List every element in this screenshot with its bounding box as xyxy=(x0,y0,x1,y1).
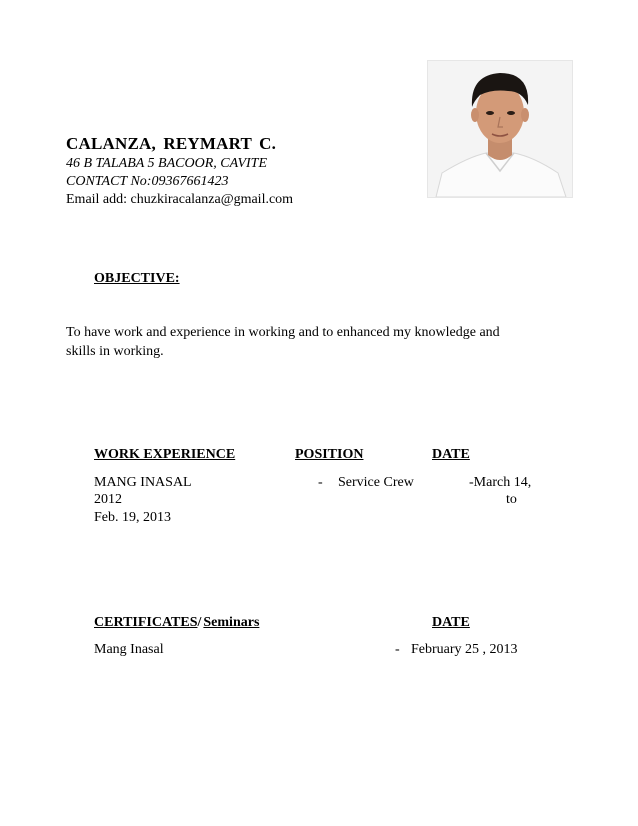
certificate-dash: - xyxy=(395,642,400,657)
work-position: Service Crew xyxy=(338,475,414,490)
work-date-end: Feb. 19, 2013 xyxy=(94,510,171,525)
certificates-heading-part1: CERTIFICATES xyxy=(94,615,198,630)
objective-text xyxy=(66,323,536,361)
profile-photo xyxy=(427,60,573,198)
certificates-heading xyxy=(94,615,259,631)
contact-number: CONTACT No:09367661423 xyxy=(66,174,229,189)
objective-line-1: To have work and experience in working and to enhanced my knowledge and xyxy=(66,325,500,340)
work-company: MANG INASAL xyxy=(94,475,192,490)
position-heading: POSITION xyxy=(295,447,364,462)
work-date-heading: DATE xyxy=(432,447,470,462)
objective-line-2: skills in working. xyxy=(66,344,164,359)
work-date-start-year: 2012 xyxy=(94,492,122,507)
certificates-heading-part2: Seminars xyxy=(203,615,260,630)
work-date-start: -March 14, xyxy=(469,475,532,490)
certificates-date-heading: DATE xyxy=(432,615,470,630)
person-portrait xyxy=(428,61,572,197)
certificates-heading-slash: / xyxy=(197,615,202,630)
applicant-name: CALANZA, REYMART C. xyxy=(66,134,277,153)
objective-heading: OBJECTIVE: xyxy=(94,271,180,286)
position-dash: - xyxy=(318,475,323,490)
email-address: Email add: chuzkiracalanza@gmail.com xyxy=(66,192,294,207)
address: 46 B TALABA 5 BACOOR, CAVITE xyxy=(66,156,267,171)
certificate-date: February 25 , 2013 xyxy=(411,642,518,657)
work-experience-heading: WORK EXPERIENCE xyxy=(94,447,236,462)
work-date-to: to xyxy=(506,492,517,507)
certificate-item: Mang Inasal xyxy=(94,642,164,657)
